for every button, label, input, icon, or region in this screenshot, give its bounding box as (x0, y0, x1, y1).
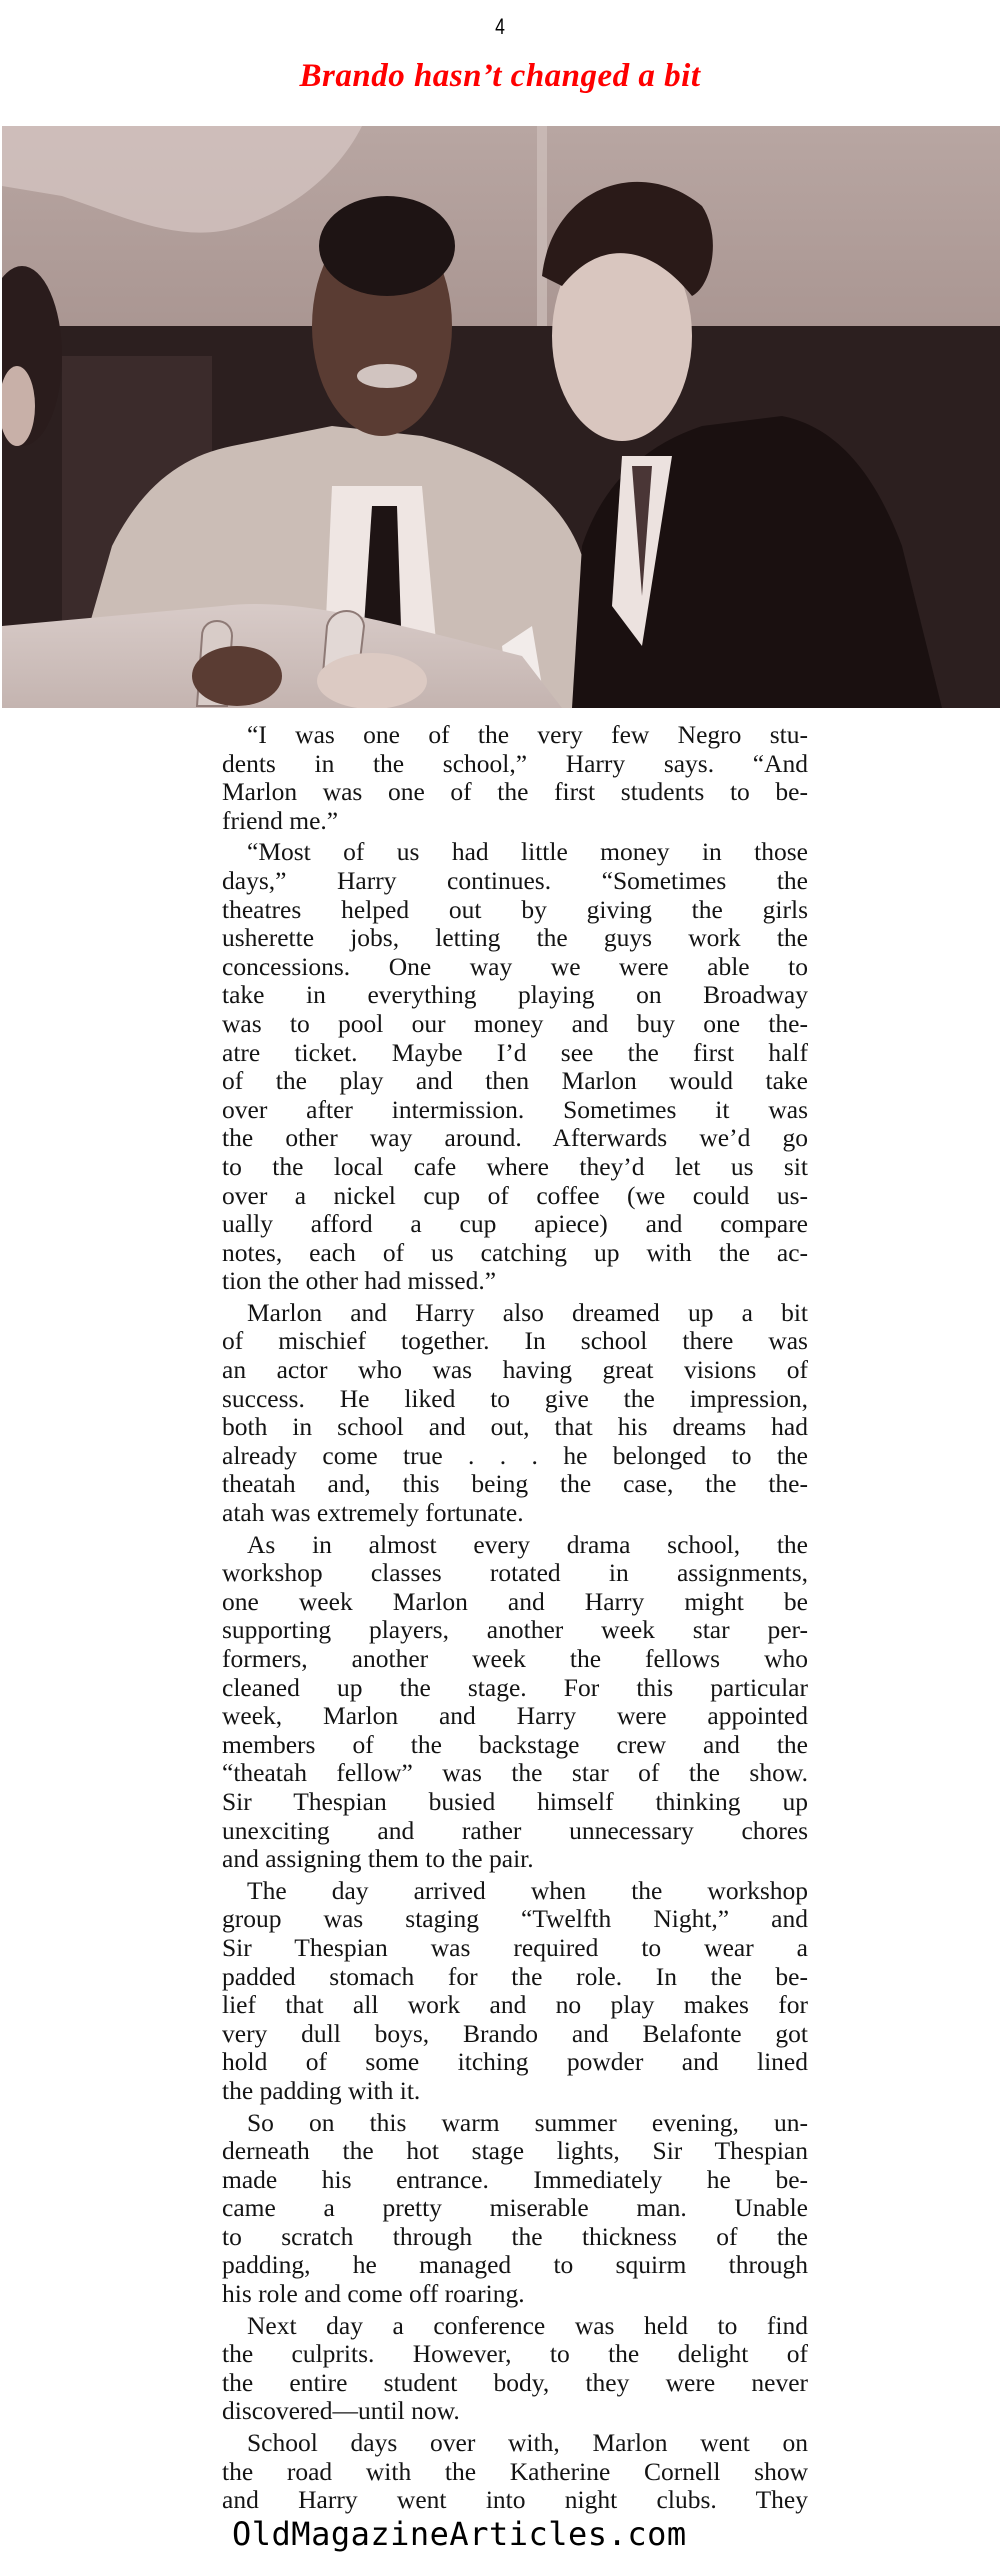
text-line: usherette jobs, letting the guys work the (222, 923, 808, 953)
text-line: As in almost every drama school, the (247, 1529, 808, 1559)
text-line: theatres helped out by giving the girls (222, 894, 808, 924)
text-line: formers, another week the fellows who (222, 1644, 808, 1673)
text-line: The day arrived when the workshop (247, 1875, 808, 1905)
text-line: notes, each of us catching up with the ac- (222, 1237, 808, 1267)
text-line: the other way around. Afterwards we’d go (222, 1123, 808, 1153)
text-line: was to pool our money and buy one the- (222, 1008, 808, 1038)
text-line: atre ticket. Maybe I’d see the first half (222, 1037, 808, 1067)
text-line: Next day a conference was held to find (247, 2310, 808, 2340)
text-line: very dull boys, Brando and Belafonte got (222, 2018, 808, 2048)
text-line: the road with the Katherine Cornell show (222, 2456, 808, 2486)
article-paragraph (222, 2429, 808, 2515)
text-line: the padding with it. (222, 2075, 421, 2105)
article-paragraph (222, 721, 808, 835)
text-line: days,” Harry continues. “Sometimes the (222, 865, 808, 895)
text-line: and Harry went into night clubs. They (222, 2485, 808, 2515)
text-line: padded stomach for the role. In the be- (222, 1961, 808, 1991)
text-line: supporting players, another week star per- (222, 1615, 808, 1645)
text-line: workshop classes rotated in assignments, (222, 1558, 808, 1588)
text-line: padding, he managed to squirm through (222, 2250, 808, 2280)
text-line: the entire student body, they were never (222, 2367, 808, 2397)
text-line: take in everything playing on Broadway (222, 980, 808, 1010)
text-line: Marlon and Harry also dreamed up a bit (247, 1297, 808, 1327)
text-line: his role and come off roaring. (222, 2279, 525, 2309)
text-line: week, Marlon and Harry were appointed (222, 1701, 808, 1731)
text-line: So on this warm summer evening, un- (247, 2107, 808, 2137)
text-line: group was staging “Twelfth Night,” and (222, 1904, 808, 1934)
article-paragraph (222, 1299, 808, 1528)
text-line: of mischief together. In school there was (222, 1326, 808, 1356)
text-line: Sir Thespian was required to wear a (222, 1932, 808, 1962)
text-line: an actor who was having great visions of (222, 1355, 808, 1385)
text-line: Sir Thespian busied himself thinking up (222, 1786, 808, 1816)
text-line: dents in the school,” Harry says. “And (222, 748, 808, 778)
text-line: “Most of us had little money in those (247, 837, 808, 867)
photo-illustration (2, 126, 1000, 708)
text-line: both in school and out, that his dreams had (222, 1412, 808, 1442)
text-line: discovered—until now. (222, 2396, 460, 2426)
text-line: to scratch through the thickness of the (222, 2221, 808, 2251)
article-title: Brando hasn’t changed a bit (299, 58, 701, 94)
text-line: cleaned up the stage. For this particular (222, 1672, 808, 1702)
text-line: friend me.” (222, 805, 339, 835)
text-line: one week Marlon and Harry might be (222, 1586, 808, 1616)
text-line: to the local cafe where they’d let us sit (222, 1151, 808, 1181)
article-paragraph (222, 838, 808, 1296)
text-line: ually afford a cup apiece) and compare (222, 1209, 808, 1239)
text-line: lief that all work and no play makes for (222, 1990, 808, 2020)
text-line: over a nickel cup of coffee (we could us- (222, 1180, 808, 1210)
site-watermark: OldMagazineArticles.com (232, 2515, 687, 2553)
text-line: members of the backstage crew and the (222, 1729, 808, 1759)
text-line: “theatah fellow” was the star of the show. (222, 1758, 808, 1788)
text-line: came a pretty miserable man. Unable (222, 2193, 808, 2223)
article-paragraph (222, 1877, 808, 2106)
text-line: derneath the hot stage lights, Sir Thespian (222, 2136, 808, 2166)
text-line: unexciting and rather unnecessary chores (222, 1815, 808, 1845)
article-paragraph (222, 1531, 808, 1874)
text-line: concessions. One way we were able to (222, 951, 808, 981)
text-line: hold of some itching powder and lined (222, 2047, 808, 2077)
text-line: already come true . . . he belonged to the (222, 1440, 808, 1470)
text-line: success. He liked to give the impression, (222, 1383, 808, 1413)
text-line: of the play and then Marlon would take (222, 1066, 808, 1096)
text-line: theatah and, this being the case, the the- (222, 1469, 808, 1499)
article-photo (2, 126, 1000, 708)
article-paragraph (222, 2109, 808, 2309)
text-line: tion the other had missed.” (222, 1266, 497, 1296)
text-line: School days over with, Marlon went on (247, 2428, 808, 2458)
text-line: atah was extremely fortunate. (222, 1498, 524, 1528)
text-line: and assigning them to the pair. (222, 1844, 534, 1874)
text-line: over after intermission. Sometimes it was (222, 1094, 808, 1124)
text-line: made his entrance. Immediately he be- (222, 2164, 808, 2194)
text-line: “I was one of the very few Negro stu- (247, 720, 808, 749)
article-body (222, 721, 808, 2518)
page-number: 4 (495, 14, 505, 39)
text-line: Marlon was one of the first students to be- (222, 777, 808, 807)
text-line: the culprits. However, to the delight of (222, 2339, 808, 2369)
article-paragraph (222, 2312, 808, 2426)
